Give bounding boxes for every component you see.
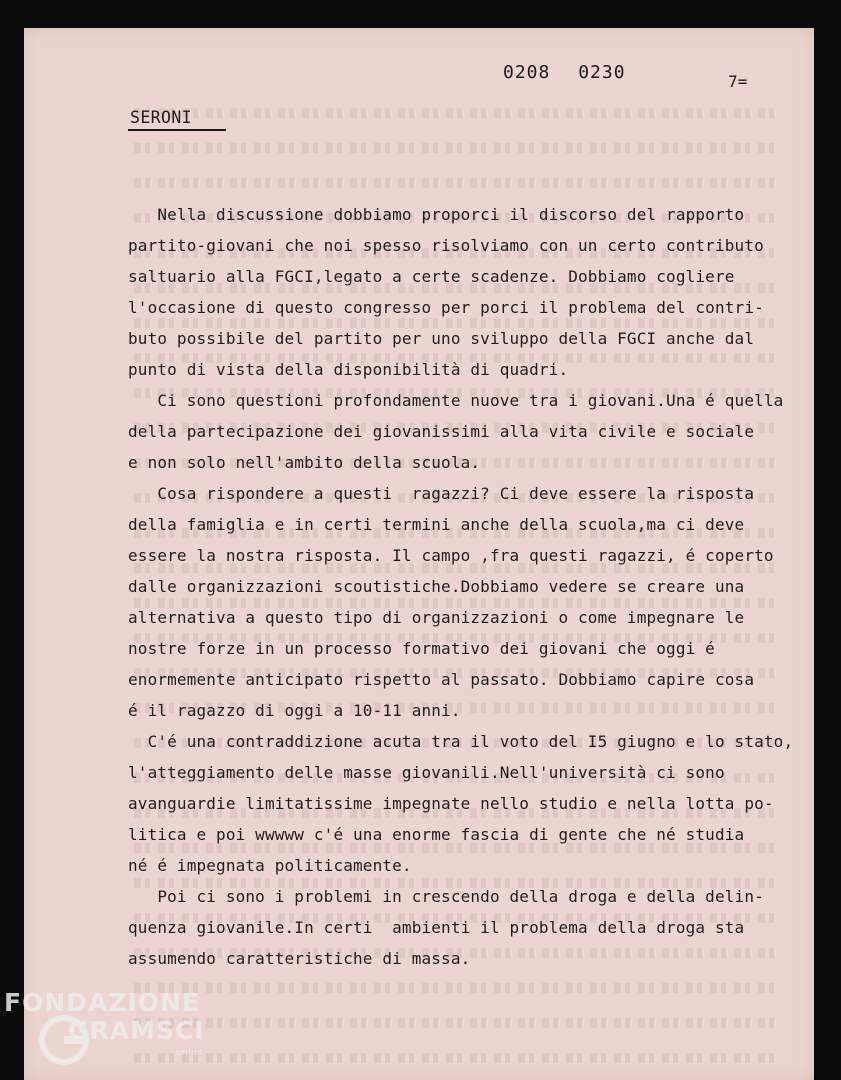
text-line: avanguardie limitatissime impegnate nello studio e nella lotta po- [128, 794, 774, 813]
text-line: saltuario alla FGCI,legato a certe scadenze. Dobbiamo cogliere [128, 267, 735, 286]
text-line: e non solo nell'ambito della scuola. [128, 453, 481, 472]
transcript-body [128, 199, 808, 974]
speaker-underline [128, 129, 226, 131]
text-line: C'é una contraddizione acuta tra il voto del I5 giugno e lo stato, [128, 732, 794, 751]
speaker-heading: SERONI [130, 108, 193, 127]
text-line: essere la nostra risposta. Il campo ,fra questi ragazzi, é coperto [128, 546, 774, 565]
watermark-line-2: GRAMSCI [68, 1016, 205, 1045]
text-line: é il ragazzo di oggi a 10-11 anni. [128, 701, 461, 720]
text-line: Poi ci sono i problemi in crescendo della droga e della delin- [128, 887, 764, 906]
text-line: litica e poi wwwww c'é una enorme fascia di gente che né studia [128, 825, 745, 844]
text-line: partito-giovani che noi spesso risolviamo con un certo contributo [128, 236, 764, 255]
text-line: punto di vista della disponibilità di quadri. [128, 360, 569, 379]
document-page [24, 28, 814, 1080]
text-line: Ci sono questioni profondamente nuove tra i giovani.Una é quella [128, 391, 784, 410]
doc-number-2: 0230 [578, 62, 626, 83]
text-line: dalle organizzazioni scoutistiche.Dobbiamo vedere se creare una [128, 577, 745, 596]
doc-number-1: 0208 [503, 62, 551, 83]
text-line: enormemente anticipato rispetto al passato. Dobbiamo capire cosa [128, 670, 755, 689]
document-number [503, 62, 626, 83]
text-line: l'atteggiamento delle masse giovanili.Nell'università ci sono [128, 763, 725, 782]
text-line: della famiglia e in certi termini anche della scuola,ma ci deve [128, 515, 745, 534]
text-line: l'occasione di questo congresso per porci il problema del contri- [128, 298, 764, 317]
text-line: nostre forze in un processo formativo dei giovani che oggi é [128, 639, 715, 658]
watermark-suffix: onlus [176, 1048, 203, 1058]
text-line: quenza giovanile.In certi ambienti il problema della droga sta [128, 918, 745, 937]
text-line: Nella discussione dobbiamo proporci il discorso del rapporto [128, 205, 745, 224]
watermark-line-1: FONDAZIONE [4, 988, 201, 1017]
page-number: 7= [728, 72, 748, 91]
text-line: buto possibile del partito per uno sviluppo della FGCI anche dal [128, 329, 755, 348]
text-line: della partecipazione dei giovanissimi alla vita civile e sociale [128, 422, 755, 441]
text-line: né é impegnata politicamente. [128, 856, 412, 875]
archive-watermark [4, 986, 234, 1080]
text-line: alternativa a questo tipo di organizzazioni o come impegnare le [128, 608, 745, 627]
text-line: assumendo caratteristiche di massa. [128, 949, 471, 968]
text-line: Cosa rispondere a questi ragazzi? Ci deve essere la risposta [128, 484, 755, 503]
